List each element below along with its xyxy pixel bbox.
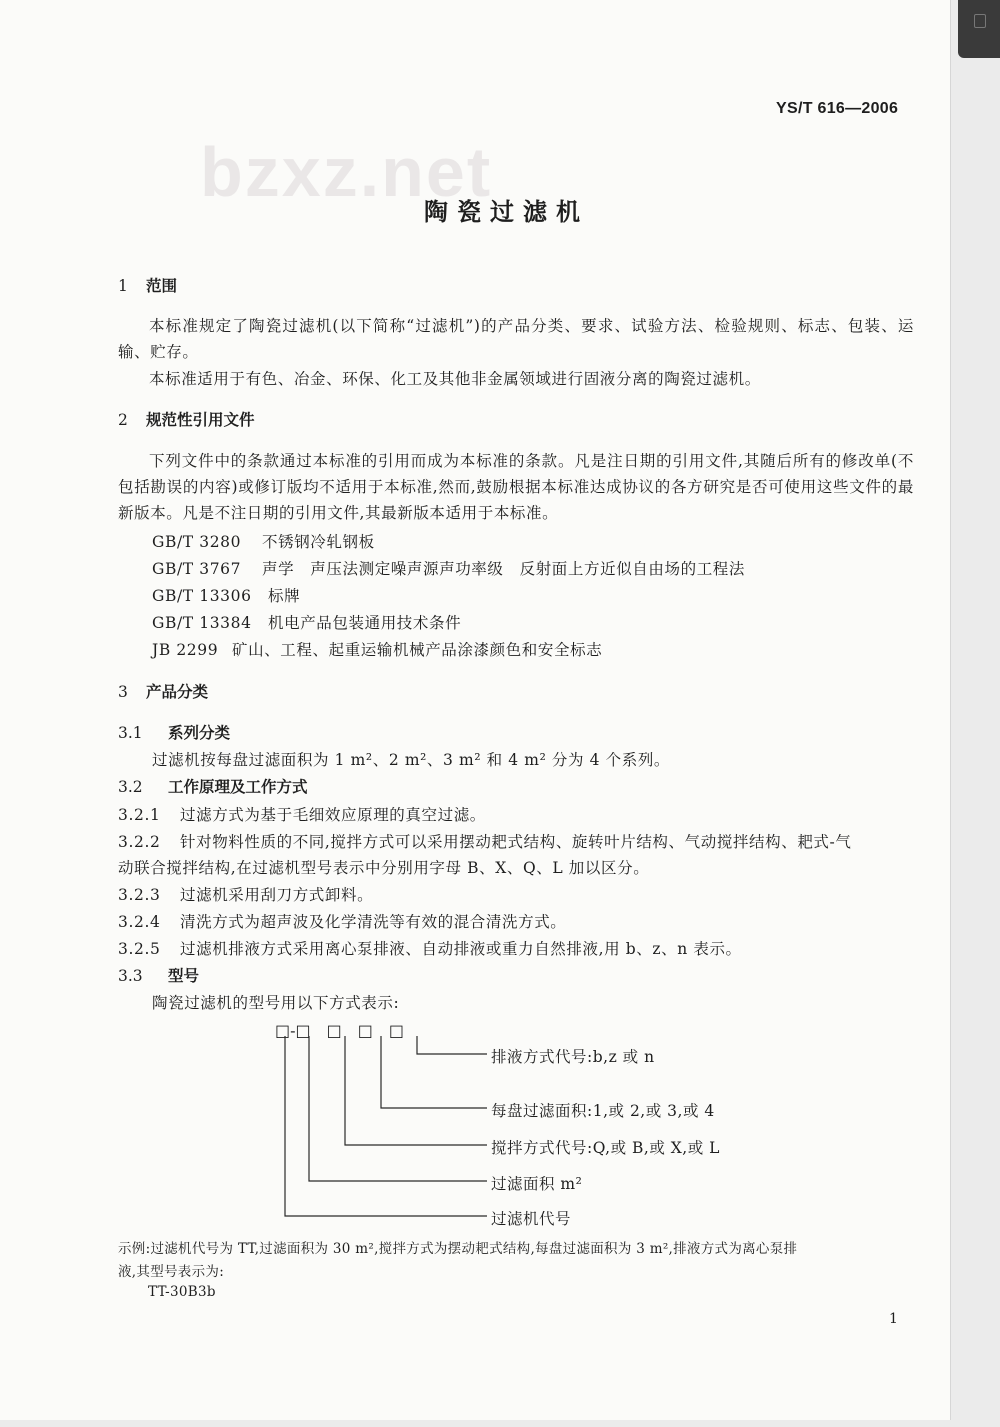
ref-item bbox=[152, 584, 300, 606]
example-model: TT-30B3b bbox=[148, 1284, 216, 1300]
clause-number: 3.2.3 bbox=[118, 886, 161, 904]
clause-text: 过滤机排液方式采用离心泵排液、自动排液或重力自然排液,用 b、z、n 表示。 bbox=[180, 940, 742, 958]
clause-text: 过滤方式为基于毛细效应原理的真空过滤。 bbox=[180, 806, 486, 824]
ref-code: JB 2299 bbox=[152, 641, 219, 659]
ref-item bbox=[152, 638, 602, 660]
panel-icon bbox=[974, 14, 986, 28]
section-1-paragraph-1: 本标准规定了陶瓷过滤机(以下简称“过滤机”)的产品分类、要求、试验方法、检验规则、标志、包装、运输、贮存。 bbox=[118, 317, 914, 361]
clause-number: 3.2.4 bbox=[118, 913, 161, 931]
section-title: 规范性引用文件 bbox=[146, 411, 255, 429]
model-label-drainage: 排液方式代号:b,z 或 n bbox=[491, 1048, 655, 1066]
ref-code: GB/T 3280 bbox=[152, 533, 242, 551]
section-number: 3 bbox=[118, 683, 128, 701]
ref-item bbox=[152, 557, 745, 579]
section-2-paragraph-1: 下列文件中的条款通过本标准的引用而成为本标准的条款。凡是注日期的引用文件,其随后所有的修改单(不包括勘误的内容)或修订版均不适用于本标准,然而,鼓励根据本标准达成协议的各方研究是否可使用这些文件的最新版本。凡是不注日期的引用文件,其最新版本适用于本标准。 bbox=[118, 452, 914, 522]
section-1-heading bbox=[118, 274, 177, 296]
section-3-1-heading bbox=[118, 721, 230, 743]
section-3-3-heading bbox=[118, 964, 199, 986]
section-number: 3.2 bbox=[118, 778, 143, 796]
section-number: 3.1 bbox=[118, 724, 143, 742]
clause-number: 3.2.1 bbox=[118, 806, 161, 824]
clause-item bbox=[118, 830, 851, 852]
page-title: 陶瓷过滤机 bbox=[424, 198, 589, 226]
section-number: 1 bbox=[118, 277, 128, 295]
watermark: bzxz.net bbox=[200, 133, 493, 211]
page-number: 1 bbox=[889, 1311, 898, 1327]
model-label-machine-code: 过滤机代号 bbox=[491, 1210, 572, 1228]
example-line-1: 示例:过滤机代号为 TT,过滤面积为 30 m²,搅拌方式为摆动耙式结构,每盘过滤面积为 3 m²,排液方式为离心泵排 bbox=[118, 1241, 798, 1257]
ref-item bbox=[152, 611, 461, 633]
clause-text: 过滤机采用刮刀方式卸料。 bbox=[180, 886, 374, 904]
ref-code: GB/T 13306 bbox=[152, 587, 252, 605]
section-title: 型号 bbox=[168, 967, 200, 985]
section-number: 3.3 bbox=[118, 967, 143, 985]
ref-title: 不锈钢冷轧钢板 bbox=[262, 533, 375, 551]
section-title: 产品分类 bbox=[146, 683, 209, 701]
ref-title: 矿山、工程、起重运输机械产品涂漆颜色和安全标志 bbox=[232, 641, 603, 659]
clause-text: 针对物料性质的不同,搅拌方式可以采用摆动耙式结构、旋转叶片结构、气动搅拌结构、耙式-气 bbox=[180, 833, 852, 851]
model-label-stirring: 搅拌方式代号:Q,或 B,或 X,或 L bbox=[491, 1139, 720, 1157]
section-number: 2 bbox=[118, 411, 128, 429]
section-3-1-text: 过滤机按每盘过滤面积为 1 m²、2 m²、3 m² 和 4 m² 分为 4 个系列。 bbox=[152, 751, 671, 769]
clause-continuation: 动联合搅拌结构,在过滤机型号表示中分别用字母 B、X、Q、L 加以区分。 bbox=[118, 859, 650, 877]
section-title: 范围 bbox=[146, 277, 178, 295]
ref-title: 标牌 bbox=[268, 587, 301, 605]
section-3-2-heading bbox=[118, 775, 308, 797]
model-label-disc-area: 每盘过滤面积:1,或 2,或 3,或 4 bbox=[491, 1102, 715, 1120]
section-title: 系列分类 bbox=[168, 724, 231, 742]
ref-code: GB/T 13384 bbox=[152, 614, 252, 632]
example-line-2: 液,其型号表示为: bbox=[118, 1264, 225, 1280]
standard-code: YS/T 616—2006 bbox=[776, 100, 899, 117]
ref-code: GB/T 3767 bbox=[152, 560, 242, 578]
ref-item bbox=[152, 530, 375, 552]
clause-item bbox=[118, 937, 742, 959]
clause-item bbox=[118, 910, 566, 932]
ref-title: 机电产品包装通用技术条件 bbox=[268, 614, 462, 632]
clause-number: 3.2.2 bbox=[118, 833, 161, 851]
section-3-heading bbox=[118, 680, 208, 702]
clause-number: 3.2.5 bbox=[118, 940, 161, 958]
model-template: □-□ □ □ □ bbox=[275, 1021, 404, 1040]
viewer-corner-widget[interactable] bbox=[958, 0, 1000, 58]
model-intro: 陶瓷过滤机的型号用以下方式表示: bbox=[152, 994, 400, 1012]
section-2-heading bbox=[118, 408, 255, 430]
clause-item bbox=[118, 803, 486, 825]
section-1-paragraph-2: 本标准适用于有色、冶金、环保、化工及其他非金属领域进行固液分离的陶瓷过滤机。 bbox=[149, 370, 761, 388]
section-title: 工作原理及工作方式 bbox=[168, 778, 308, 796]
clause-item bbox=[118, 883, 373, 905]
ref-title: 声学 声压法测定噪声源声功率级 反射面上方近似自由场的工程法 bbox=[262, 560, 746, 578]
model-label-filter-area: 过滤面积 m² bbox=[491, 1175, 583, 1193]
clause-text: 清洗方式为超声波及化学清洗等有效的混合清洗方式。 bbox=[180, 913, 567, 931]
